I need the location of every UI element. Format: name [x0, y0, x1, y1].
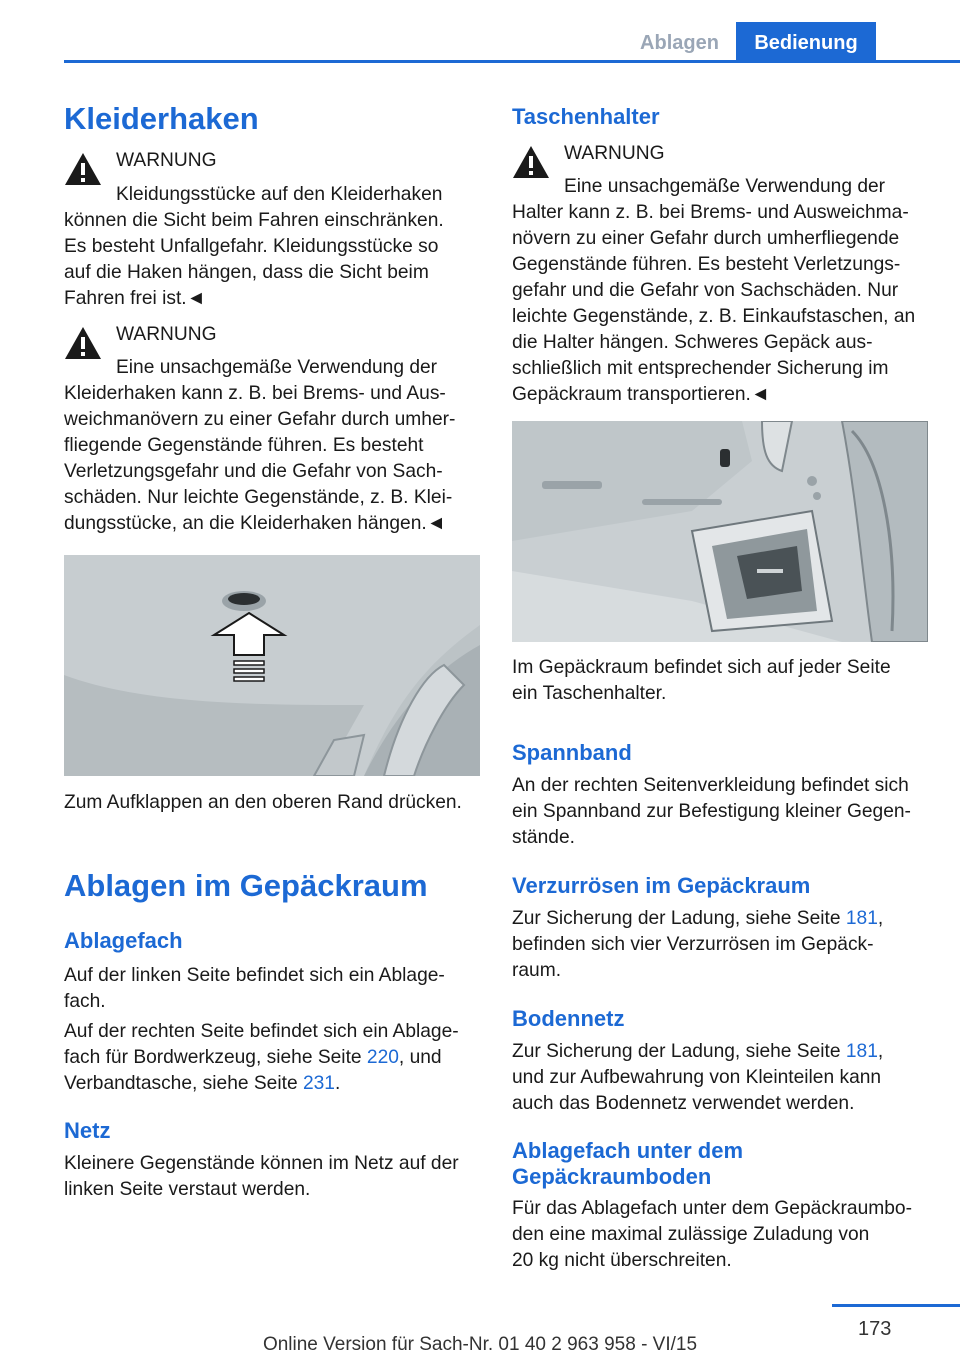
heading-ablagefach-boden: Ablagefach unter dem Gepäckraumboden	[512, 1138, 744, 1189]
footer-rule	[832, 1304, 960, 1307]
online-version-note: Online Version für Sach-Nr. 01 40 2 963 958 - VI/15	[262, 1334, 698, 1355]
warning-1-text: Kleidungsstücke auf den Kleiderhaken können die Sicht beim Fahren einschränken. Es besteht Unfallgefahr. Kleidungsstücke so auf die Haken hängen, dass die Sicht beim Fahren frei ist.◄	[64, 184, 444, 309]
verzurroesen-paragraph: Zur Sicherung der Ladung, siehe Seite 181, befinden sich vier Verzurrösen im Gepäck‐ raum.	[512, 908, 884, 981]
page-ref-220[interactable]: 220	[366, 1047, 399, 1068]
warning-triangle-icon	[64, 152, 102, 186]
tab-bedienung[interactable]: Bedienung	[736, 22, 876, 62]
heading-kleiderhaken: Kleiderhaken	[64, 101, 259, 136]
bodennetz-paragraph: Zur Sicherung der Ladung, siehe Seite 181, und zur Aufbewahrung von Kleinteilen kann auch das Bodennetz verwendet werden.	[512, 1041, 884, 1114]
caption-kleiderhaken: Zum Aufklappen an den oberen Rand drücken.	[64, 792, 462, 813]
spannband-paragraph: An der rechten Seitenverkleidung befindet sich ein Spannband zur Befestigung kleiner Gegen‐ stände.	[512, 775, 911, 848]
warning-3-text: Eine unsachgemäße Verwendung der Halter kann z. B. bei Brems- und Ausweichma‐ növern zu einer Gefahr durch umherfliegende Gegenstände führen. Es besteht Verletzungs‐ gefahr und die Gefahr von Sachschäden. Nur leichte Gegenstände, z. B. Einkaufstaschen, an die Halter hängen. Schweres Gepäck aus‐ schließlich mit entsprechender Sicherung im Gepäckraum transportieren.◄	[512, 176, 916, 405]
warning-label: WARNUNG	[116, 150, 217, 171]
heading-netz: Netz	[64, 1118, 111, 1143]
heading-verzurroesen: Verzurrösen im Gepäckraum	[512, 873, 811, 898]
heading-ablagen-gepaeckraum: Ablagen im Gepäckraum	[64, 868, 428, 903]
warning-2-text: Eine unsachgemäße Verwendung der Kleiderhaken kann z. B. bei Brems- und Aus‐ weichmanövern zu einer Gefahr durch umher‐ fliegende Gegenstände führen. Es besteht Verletzungsgefahr und die Gefahr von Sach‐ schäden. Nur leichte Gegenstände, z. B. Klei‐ dungsstücke, an die Kleiderhaken hängen.◄	[64, 357, 456, 534]
ablagefach-boden-paragraph: Für das Ablagefach unter dem Gepäckraumbo‐ den eine maximal zulässige Zuladung von 20 kg nicht überschreiten.	[512, 1198, 912, 1271]
warning-label: WARNUNG	[564, 143, 665, 164]
heading-bodennetz: Bodennetz	[512, 1006, 625, 1031]
page-ref-231[interactable]: 231	[302, 1073, 335, 1094]
ablagefach-paragraph-2: Auf der rechten Seite befindet sich ein Ablage‐ fach für Bordwerkzeug, siehe Seite 220, und Verbandtasche, siehe Seite 231.	[64, 1021, 459, 1094]
netz-paragraph: Kleinere Gegenstände können im Netz auf der linken Seite verstaut werden.	[64, 1153, 459, 1200]
caption-taschenhalter: Im Gepäckraum befindet sich auf jeder Seite ein Taschenhalter.	[512, 657, 891, 704]
heading-taschenhalter: Taschenhalter	[512, 104, 660, 129]
page-ref-181[interactable]: 181	[845, 1041, 878, 1062]
coat-hook-illustration	[64, 555, 480, 776]
tab-ablagen[interactable]: Ablagen	[640, 32, 719, 54]
page-ref-181[interactable]: 181	[845, 908, 878, 929]
trunk-illustration	[512, 421, 928, 642]
heading-spannband: Spannband	[512, 740, 632, 765]
warning-label: WARNUNG	[116, 324, 217, 345]
page-number: 173	[858, 1318, 892, 1340]
heading-ablagefach: Ablagefach	[64, 928, 183, 953]
header-rule	[64, 60, 960, 63]
ablagefach-paragraph-1: Auf der linken Seite befindet sich ein Ablage‐ fach.	[64, 965, 445, 1012]
